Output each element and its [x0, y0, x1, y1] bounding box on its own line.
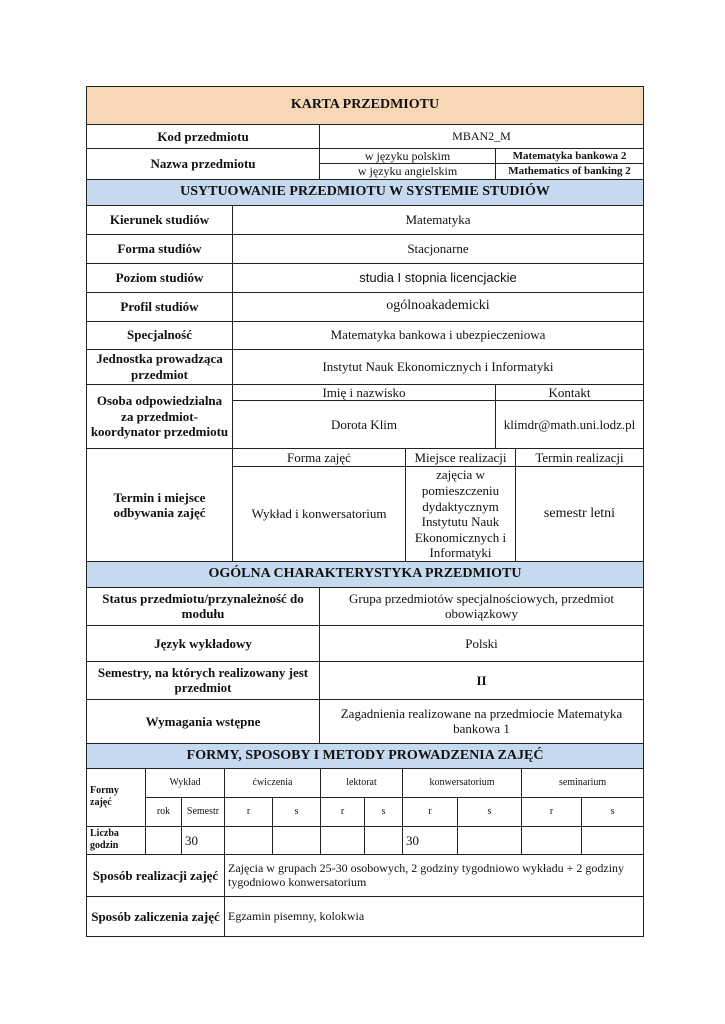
course-card [86, 86, 643, 937]
hours-cell [146, 826, 182, 854]
sub-header: r [321, 797, 365, 826]
hours-label: Liczba godzin [87, 826, 146, 854]
hours-conversatory: 30 [403, 826, 458, 854]
method-table [86, 854, 644, 937]
field-label: Specjalność [87, 321, 233, 349]
sub-header: r [522, 797, 582, 826]
field-label: Język wykładowy [87, 625, 320, 661]
form-type-lecture: Wykład [146, 768, 225, 797]
sub-header: rok [146, 797, 182, 826]
field-value: studia I stopnia licencjackie [233, 263, 644, 292]
section-forms-header: FORMY, SPOSOBY I METODY PROWADZENIA ZAJĘĆ [87, 743, 644, 768]
coordinator-name: Dorota Klim [233, 401, 496, 449]
field-label: Forma studiów [87, 234, 233, 263]
form-type-conversatory: konwersatorium [403, 768, 522, 797]
field-value: Instytut Nauk Ekonomicznych i Informatyki [233, 349, 644, 384]
characteristics-table [86, 561, 644, 744]
sub-header: s [365, 797, 403, 826]
code-value: MBAN2_M [320, 125, 644, 149]
card-title: KARTA PRZEDMIOTU [87, 87, 644, 125]
sub-header: s [273, 797, 321, 826]
form-type-lectorate: lektorat [321, 768, 403, 797]
schedule-form: Wykład i konwersatorium [233, 467, 406, 562]
realization-label: Sposób realizacji zajęć [87, 854, 225, 896]
name-pl-label: w języku polskim [320, 149, 496, 164]
coordinator-name-header: Imię i nazwisko [233, 384, 496, 401]
sub-header: Semestr [182, 797, 225, 826]
field-value: II [320, 661, 644, 699]
name-label: Nazwa przedmiotu [87, 149, 320, 180]
schedule-place-header: Miejsce realizacji [406, 449, 516, 467]
hours-cell [458, 826, 522, 854]
field-label: Wymagania wstępne [87, 699, 320, 743]
coordinator-contact-header: Kontakt [496, 384, 644, 401]
sub-header: s [582, 797, 644, 826]
section-placement-header: USYTUOWANIE PRZEDMIOTU W SYSTEMIE STUDIÓW [87, 179, 644, 205]
form-type-exercises: ćwiczenia [225, 768, 321, 797]
realization-value: Zajęcia w grupach 25-30 osobowych, 2 godziny tygodniowo wykładu + 2 godziny tygodniowo konwersatorium [225, 854, 644, 896]
name-en-label: w języku angielskim [320, 164, 496, 179]
assessment-value: Egzamin pisemny, kolokwia [225, 896, 644, 936]
name-pl-value: Matematyka bankowa 2 [496, 149, 644, 164]
form-type-seminar: seminarium [522, 768, 644, 797]
sub-header: s [458, 797, 522, 826]
coordinator-contact: klimdr@math.uni.lodz.pl [496, 401, 644, 449]
field-value: Matematyka [233, 205, 644, 234]
field-value: Stacjonarne [233, 234, 644, 263]
field-label: Profil studiów [87, 292, 233, 321]
field-label: Poziom studiów [87, 263, 233, 292]
assessment-label: Sposób zaliczenia zajęć [87, 896, 225, 936]
placement-table [86, 179, 644, 562]
hours-cell [321, 826, 365, 854]
hours-lecture: 30 [182, 826, 225, 854]
field-label: Kierunek studiów [87, 205, 233, 234]
coordinator-label: Osoba odpowiedzialna za przedmiot- koordynator przedmiotu [87, 384, 233, 449]
schedule-label: Termin i miejsce odbywania zajęć [87, 449, 233, 562]
hours-cell [522, 826, 582, 854]
field-value: ogólnoakademicki [233, 292, 644, 321]
section-characteristics-header: OGÓLNA CHARAKTERYSTYKA PRZEDMIOTU [87, 561, 644, 587]
field-label: Status przedmiotu/przynależność do modułu [87, 587, 320, 625]
field-value: Grupa przedmiotów specjalnościowych, przedmiot obowiązkowy [320, 587, 644, 625]
forms-label: Formy zajęć [87, 768, 146, 826]
field-value: Polski [320, 625, 644, 661]
hours-cell [225, 826, 273, 854]
hours-cell [273, 826, 321, 854]
sub-header: r [225, 797, 273, 826]
sub-header: r [403, 797, 458, 826]
schedule-place: zajęcia w pomieszczeniu dydaktycznym Instytutu Nauk Ekonomicznych i Informatyki [406, 467, 516, 562]
header-table [86, 86, 644, 180]
forms-table [86, 743, 644, 855]
field-value: Matematyka bankowa i ubezpieczeniowa [233, 321, 644, 349]
field-label: Jednostka prowadząca przedmiot [87, 349, 233, 384]
field-value: Zagadnienia realizowane na przedmiocie Matematyka bankowa 1 [320, 699, 644, 743]
schedule-time-header: Termin realizacji [516, 449, 644, 467]
schedule-form-header: Forma zajęć [233, 449, 406, 467]
schedule-time: semestr letni [516, 467, 644, 562]
hours-cell [365, 826, 403, 854]
name-en-value: Mathematics of banking 2 [496, 164, 644, 179]
hours-cell [582, 826, 644, 854]
field-label: Semestry, na których realizowany jest przedmiot [87, 661, 320, 699]
code-label: Kod przedmiotu [87, 125, 320, 149]
